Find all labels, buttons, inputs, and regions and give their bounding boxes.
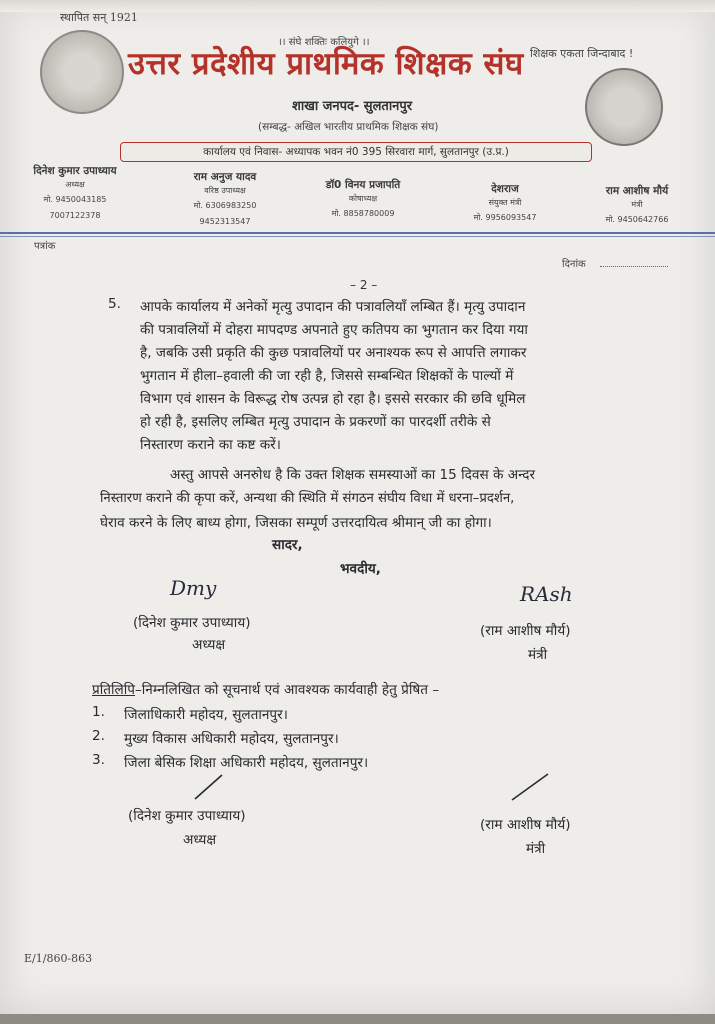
copy-section — [92, 679, 439, 698]
body-line: की पत्रावलियों में दोहरा मापदण्ड अपनाते हुए कतिपय का भुगतान कर दिया गया — [140, 322, 528, 338]
signatory-title: अध्यक्ष — [192, 637, 226, 653]
bearer-designation: कोषाध्यक्ष — [348, 194, 378, 203]
signatory-title: मंत्री — [526, 841, 546, 857]
body-line: भुगतान में हीला–हवाली की जा रही है, जिससे सम्बन्धित शिक्षकों के पाल्यों में — [140, 368, 514, 384]
body-line: विभाग एवं शासन के विरूद्ध रोष उत्पन्न हो रहा है। इससे सरकार की छवि धूमिल — [140, 391, 526, 407]
office-address: कार्यालय एवं निवास- अध्यापक भवन नं0 395 सिरवारा मार्ग, सुलतानपुर (उ.प्र.) — [120, 142, 592, 162]
closing-saadar: सादर, — [272, 537, 303, 553]
copy-item-number: 1. — [92, 704, 105, 720]
signature-stroke — [508, 770, 554, 804]
page-number: – 2 – — [350, 278, 378, 292]
request-line: निस्तारण कराने की कृपा करें, अन्यथा की स्थिति में संगठन संघीय विधा में धरना–प्रदर्शन, — [100, 491, 515, 506]
bearer-phone: मो. 9450043185 — [43, 195, 107, 204]
bearer-phone: मो. 9956093547 — [473, 213, 537, 222]
date-blank-line — [600, 266, 668, 267]
body-line: आपके कार्यालय में अनेकों मृत्यु उपादान की पत्रावलियाँ लम्बित हैं। मृत्यु उपादान — [140, 299, 526, 315]
branch-name: शाखा जनपद- सुलतानपुर — [292, 99, 413, 114]
body-line: है, जबकि उसी प्रकृति की कुछ पत्रावलियों पर अनाश्यक रूप से आपत्ति लगाकर — [140, 345, 527, 361]
copy-intro: –निम्नलिखित को सूचनार्थ एवं आवश्यक कार्यवाही हेतु प्रेषित – — [134, 682, 440, 698]
signatory-title: अध्यक्ष — [183, 832, 217, 848]
bearer-phone: मो. 9450642766 — [605, 215, 669, 224]
bearer-name: राम अनुज यादव — [193, 171, 257, 183]
copy-item-text: जिला बेसिक शिक्षा अधिकारी महोदय, सुलतानपुर। — [124, 755, 369, 771]
copy-label: प्रतिलिपि — [92, 682, 135, 698]
union-logo-icon — [40, 30, 124, 114]
copy-item-text: जिलाधिकारी महोदय, सुलतानपुर। — [124, 707, 288, 723]
office-bearer — [572, 184, 702, 226]
bearer-phone: मो. 8858780009 — [331, 209, 395, 218]
motto: ।। संघे शक्तिः कलियुगे ।। — [278, 37, 370, 48]
established-year: स्थापित सन् 1921 — [60, 11, 138, 24]
signatory-title: मंत्री — [528, 647, 548, 663]
point-number: 5. — [108, 296, 121, 312]
request-line: घेराव करने के लिए बाध्य होगा, जिसका सम्पूर्ण उत्तरदायित्व श्रीमान् जी का होगा। — [100, 515, 492, 531]
letterhead-rule — [0, 236, 715, 237]
signatory-name: (राम आशीष मौर्य) — [480, 817, 571, 833]
bearer-phone: 7007122378 — [49, 211, 101, 220]
seal-icon — [585, 68, 663, 146]
office-bearer — [10, 164, 140, 222]
bearer-designation: मंत्री — [631, 200, 643, 209]
letterhead-rule — [0, 232, 715, 234]
reference-code: E/1/860-863 — [24, 952, 93, 965]
request-line: अस्तु आपसे अनरुोध है कि उक्त शिक्षक समस्याओं का 15 दिवस के अन्दर — [170, 467, 536, 483]
bearer-phone: 9452313547 — [199, 217, 251, 226]
closing-bhavdiya: भवदीय, — [340, 561, 381, 577]
copy-item-number: 3. — [92, 752, 105, 768]
body-line: हो रही है, इसलिए लम्बित मृत्यु उपादान के प्रकरणों का पारदर्शी तरीके से — [140, 414, 491, 430]
background-surface — [0, 1014, 715, 1024]
signatory-name: (राम आशीष मौर्य) — [480, 623, 571, 639]
bearer-name: दिनेश कुमार उपाध्याय — [33, 165, 117, 177]
signatory-name: (दिनेश कुमार उपाध्याय) — [133, 615, 251, 631]
bearer-designation: वरिष्ठ उपाध्यक्ष — [204, 186, 246, 195]
reference-label: पत्रांक — [34, 241, 56, 252]
office-bearer — [160, 170, 290, 228]
bearer-designation: संयुक्त मंत्री — [488, 198, 522, 207]
date-label: दिनांक — [562, 259, 586, 270]
office-bearer — [298, 178, 428, 220]
affiliation: (सम्बद्ध- अखिल भारतीय प्राथमिक शिक्षक संघ) — [258, 121, 439, 133]
organization-name: उत्तर प्रदेशीय प्राथमिक शिक्षक संघ — [128, 46, 524, 82]
bearer-name: राम आशीष मौर्य — [605, 185, 669, 197]
signature-scrawl: Dmy — [170, 576, 217, 600]
office-bearer — [440, 182, 570, 224]
copy-item-number: 2. — [92, 728, 105, 744]
signature-scrawl: RAsh — [520, 582, 573, 606]
bearer-name: डॉ0 विनय प्रजापति — [325, 179, 401, 191]
bearer-phone: मो. 6306983250 — [193, 201, 257, 210]
signature-stroke — [190, 772, 230, 802]
bearer-name: देशराज — [491, 183, 519, 195]
body-line: निस्तारण कराने का कष्ट करें। — [140, 437, 281, 453]
signatory-name: (दिनेश कुमार उपाध्याय) — [128, 808, 246, 824]
slogan: शिक्षक एकता जिन्दाबाद ! — [530, 47, 634, 60]
bearer-designation: अध्यक्ष — [65, 180, 85, 189]
copy-item-text: मुख्य विकास अधिकारी महोदय, सुलतानपुर। — [124, 731, 339, 747]
